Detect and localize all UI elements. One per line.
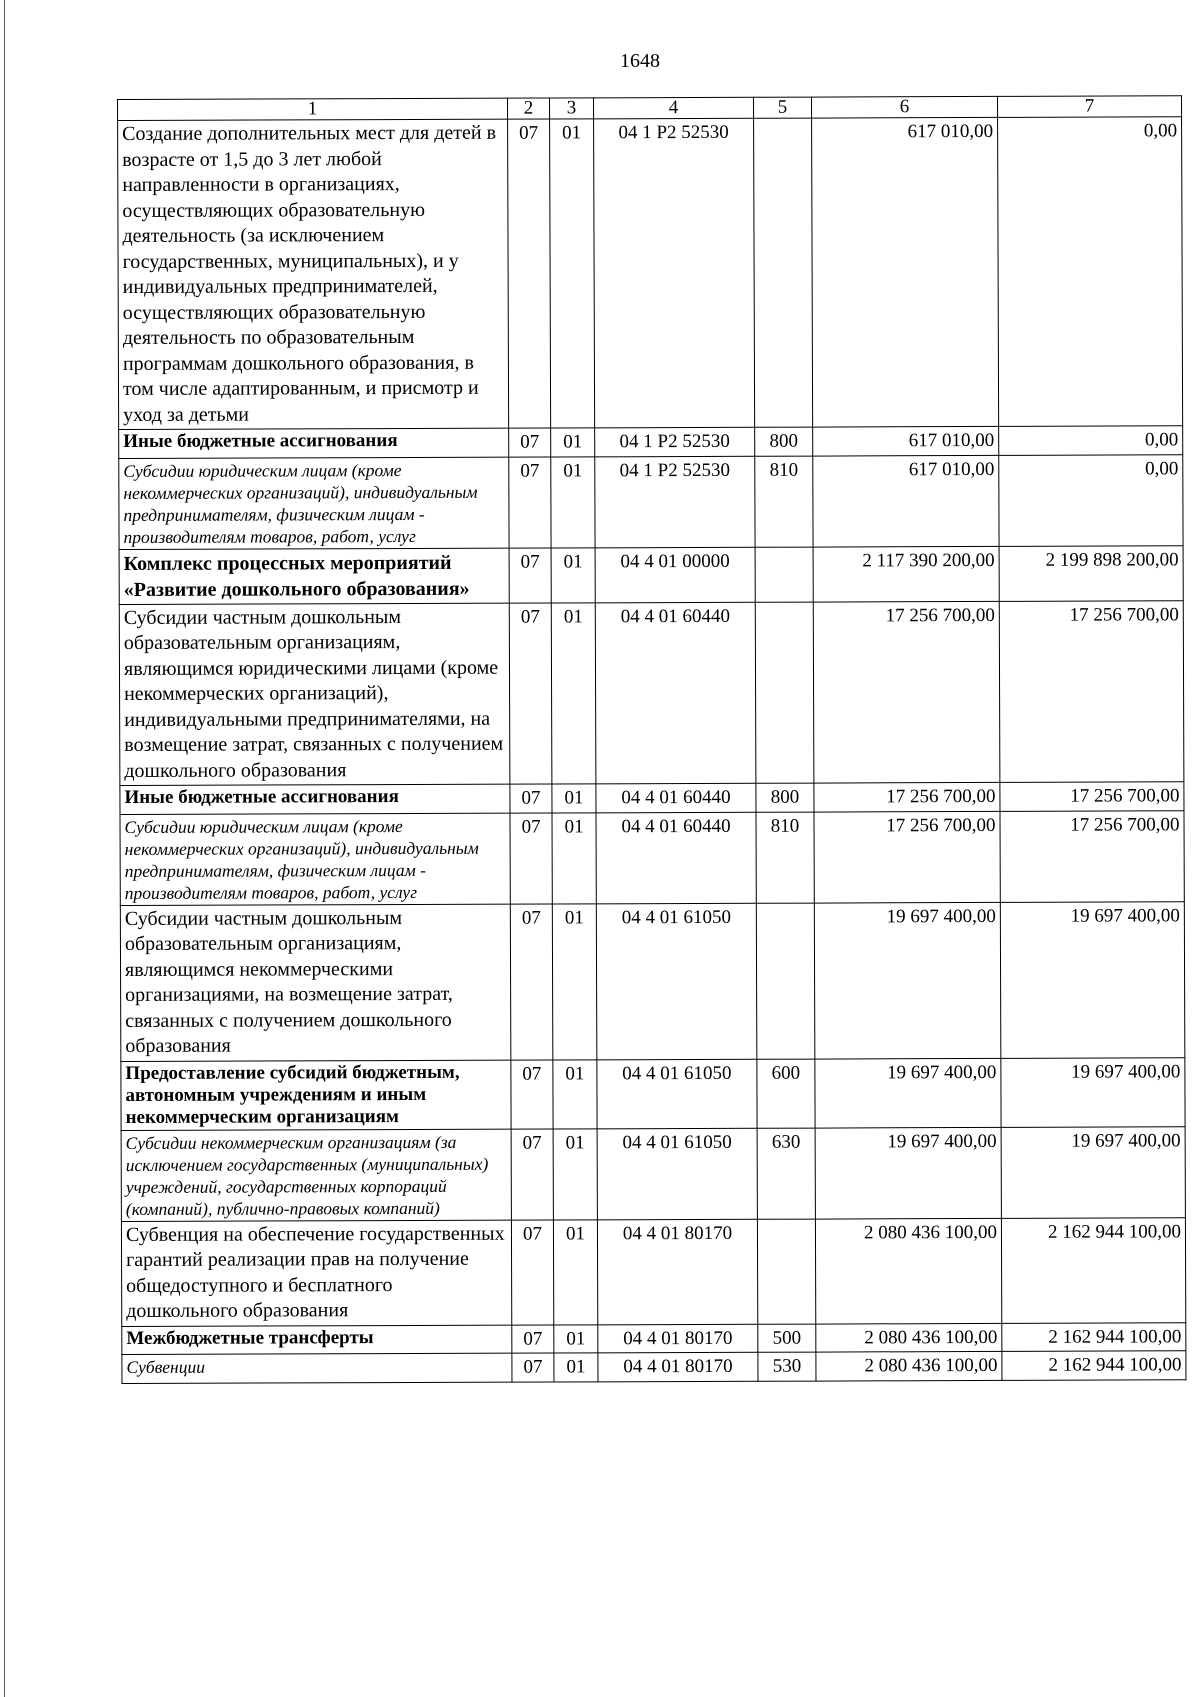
row-amount-col7: 2 162 944 100,00 [1002,1322,1186,1351]
column-header: 7 [997,96,1181,118]
row-target-article-code: 04 4 01 60440 [596,783,756,812]
row-expense-type-code: 800 [756,783,814,812]
row-subsection-code: 01 [552,784,596,813]
row-amount-col6: 2 117 390 200,00 [813,546,999,602]
row-target-article-code: 04 4 01 80170 [597,1219,757,1325]
row-subsection-code: 01 [550,119,595,428]
row-section-code: 07 [510,903,553,1059]
row-section-code: 07 [511,1128,553,1219]
row-name-cell: Субвенция на обеспечение государственных гарантий реализации прав на получение общедоступного и бесплатного дошкольного образования [121,1220,511,1326]
row-amount-col7: 0,00 [998,117,1183,427]
row-amount-col6: 17 256 700,00 [813,601,1000,783]
row-section-code: 07 [510,812,552,903]
row-target-article-code: 04 4 01 61050 [596,903,757,1060]
row-name-cell: Иные бюджетные ассигнования [119,428,509,458]
row-amount-col7: 17 256 700,00 [1000,782,1184,811]
row-subsection-code: 01 [552,812,596,903]
row-amount-col6: 617 010,00 [813,426,999,455]
row-subsection-code: 01 [553,1219,597,1324]
row-expense-type-code: 800 [755,427,813,456]
row-amount-col6: 19 697 400,00 [815,1127,1001,1219]
row-target-article-code: 04 1 Р2 52530 [594,118,755,428]
row-amount-col7: 0,00 [999,426,1183,455]
row-target-article-code: 04 4 01 60440 [596,812,756,904]
row-amount-col6: 617 010,00 [813,455,999,547]
table-row [121,1217,1185,1326]
row-target-article-code: 04 4 01 80170 [598,1324,758,1353]
page-number: 1648 [620,50,660,72]
row-subsection-code: 01 [553,1128,597,1219]
table-row [121,1057,1185,1130]
row-amount-col7: 2 162 944 100,00 [1001,1217,1185,1323]
column-header: 6 [811,96,997,118]
row-expense-type-code: 810 [755,456,813,547]
table-row [119,545,1183,604]
row-section-code: 07 [509,456,551,547]
row-amount-col6: 17 256 700,00 [814,811,1000,903]
row-name-cell: Межбюджетные трансферты [122,1325,512,1355]
row-name-cell: Субсидии некоммерческим организациям (за исключением государственных (муниципальных) учреждений, государственных корпораций (компаний), публично-правовых компаний) [121,1129,511,1221]
table-body [118,117,1186,1383]
row-section-code: 07 [512,1324,554,1353]
row-expense-type-code: 500 [758,1324,816,1353]
row-subsection-code: 01 [552,903,597,1059]
table-row [119,454,1183,549]
row-amount-col6: 17 256 700,00 [814,782,1000,811]
row-subsection-code: 01 [551,547,595,602]
row-name-cell: Иные бюджетные ассигнования [120,784,510,814]
row-amount-col6: 19 697 400,00 [814,902,1001,1059]
row-amount-col7: 2 199 898 200,00 [999,545,1183,601]
table-row [118,117,1183,430]
row-amount-col6: 2 080 436 100,00 [816,1323,1002,1352]
row-section-code: 07 [511,1059,553,1128]
row-subsection-code: 01 [551,428,595,457]
row-subsection-code: 01 [554,1324,598,1353]
row-name-cell: Комплекс процессных мероприятий «Развитие дошкольного образования» [119,548,509,604]
table-row [119,600,1184,785]
row-expense-type-code [754,118,813,427]
column-header: 1 [118,98,508,120]
column-header: 5 [753,97,811,118]
row-amount-col7: 19 697 400,00 [1001,1057,1185,1127]
table-row [119,426,1183,458]
row-amount-col7: 17 256 700,00 [999,600,1184,782]
row-name-cell: Предоставление субсидий бюджетным, автономным учреждениям и иным некоммерческим организациям [121,1060,511,1130]
row-amount-col6: 617 010,00 [812,117,999,427]
scan-edge-line [4,0,5,1697]
row-expense-type-code [755,602,814,784]
row-expense-type-code [757,1219,815,1324]
row-name-cell: Создание дополнительных мест для детей в возрасте от 1,5 до 3 лет любой направленности в организациях, осуществляющих образовательную деятельность (за исключением государственных, муниципальных), и у индивидуальных предпринимателей, осуществляющих образовательную деятельность по образовательным программам дошкольного образования, в том числе адаптированным, и присмотр и уход за детьми [118,119,509,429]
table-row [120,901,1185,1061]
row-amount-col6: 2 080 436 100,00 [815,1218,1001,1324]
row-section-code: 07 [512,1353,554,1382]
table-row [120,810,1184,905]
row-amount-col6: 2 080 436 100,00 [816,1351,1002,1380]
table-row [121,1126,1185,1221]
table-row [122,1322,1186,1354]
table-row [120,782,1184,814]
row-expense-type-code: 600 [757,1059,815,1128]
row-name-cell: Субвенции [122,1353,512,1383]
table-row [122,1351,1186,1383]
row-target-article-code: 04 1 Р2 52530 [595,427,755,456]
row-target-article-code: 04 4 01 60440 [595,602,756,784]
column-header: 2 [507,98,549,119]
row-name-cell: Субсидии частным дошкольным образовательным организациям, являющимся юридическими лицами (кроме некоммерческих организаций), индивидуальными предпринимателями, на возмещение затрат, связанных с получением дошкольного образования [119,603,510,786]
row-section-code: 07 [509,428,551,457]
row-target-article-code: 04 4 01 61050 [597,1128,757,1220]
row-subsection-code: 01 [551,602,596,784]
column-header: 4 [593,97,753,119]
row-subsection-code: 01 [554,1353,598,1382]
row-target-article-code: 04 4 01 80170 [598,1352,758,1381]
row-section-code: 07 [508,119,551,428]
row-name-cell: Субсидии частным дошкольным образовательным организациям, являющимся некоммерческими организациями, на возмещение затрат, связанных с получением дошкольного образования [120,904,511,1061]
row-section-code: 07 [511,1219,553,1324]
row-amount-col7: 17 256 700,00 [1000,810,1184,902]
row-subsection-code: 01 [551,456,595,547]
row-name-cell: Субсидии юридическим лицам (кроме некоммерческих организаций), индивидуальным предпринимателям, физическим лицам - производителям товаров, работ, услуг [119,457,509,549]
row-amount-col6: 19 697 400,00 [815,1058,1001,1128]
row-amount-col7: 2 162 944 100,00 [1002,1351,1186,1380]
row-expense-type-code [756,903,815,1059]
row-section-code: 07 [510,784,552,813]
row-target-article-code: 04 1 Р2 52530 [595,456,755,548]
column-header: 3 [549,98,593,119]
row-section-code: 07 [509,602,552,784]
row-target-article-code: 04 4 01 00000 [595,547,755,603]
row-amount-col7: 0,00 [999,454,1183,546]
row-expense-type-code: 810 [756,812,814,903]
row-subsection-code: 01 [553,1059,597,1128]
row-amount-col7: 19 697 400,00 [1000,901,1185,1058]
row-target-article-code: 04 4 01 61050 [597,1059,757,1129]
row-expense-type-code: 530 [758,1352,816,1381]
row-expense-type-code: 630 [757,1128,815,1219]
budget-table [117,95,1186,1383]
row-expense-type-code [755,547,813,602]
row-amount-col7: 19 697 400,00 [1001,1126,1185,1218]
row-name-cell: Субсидии юридическим лицам (кроме некоммерческих организаций), индивидуальным предпринимателям, физическим лицам - производителям товаров, работ, услуг [120,813,510,905]
row-section-code: 07 [509,547,551,602]
